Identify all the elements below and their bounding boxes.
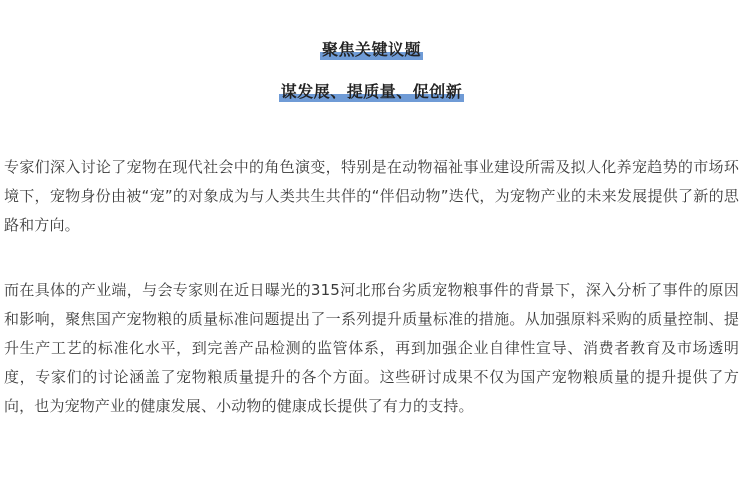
paragraph-pet-food-quality: 而在具体的产业端，与会专家则在近日曝光的315河北邢台劣质宠物粮事件的背景下，深入分析了事件的原因和影响，聚焦国产宠物粮的质量标准问题提出了一系列提升质量标准的措施。从加强原料采购的质量控制、提升生产工艺的标准化水平，到完善产品检测的监管体系，再到加强企业自律性宣导、消费者教育及市场透明度，专家们的讨论涵盖了宠物粮质量提升的各个方面。这些研讨成果不仅为国产宠物粮质量的提升提供了方向，也为宠物产业的健康发展、小动物的健康成长提供了有力的支持。	[4, 281, 739, 415]
paragraph-pet-role: 专家们深入讨论了宠物在现代社会中的角色演变，特别是在动物福祉事业建设所需及拟人化养宠趋势的市场环境下，宠物身份由被“宠”的对象成为与人类共生共伴的“伴侣动物”迭代，为宠物产业的未来发展提供了新的思路和方向。	[4, 158, 739, 234]
heading-1-wrapper	[0, 40, 743, 60]
section-heading-focus-topics: 聚焦关键议题	[321, 40, 421, 59]
section-subheading-development: 谋发展、提质量、促创新	[280, 82, 463, 101]
heading-2-wrapper	[0, 82, 743, 102]
